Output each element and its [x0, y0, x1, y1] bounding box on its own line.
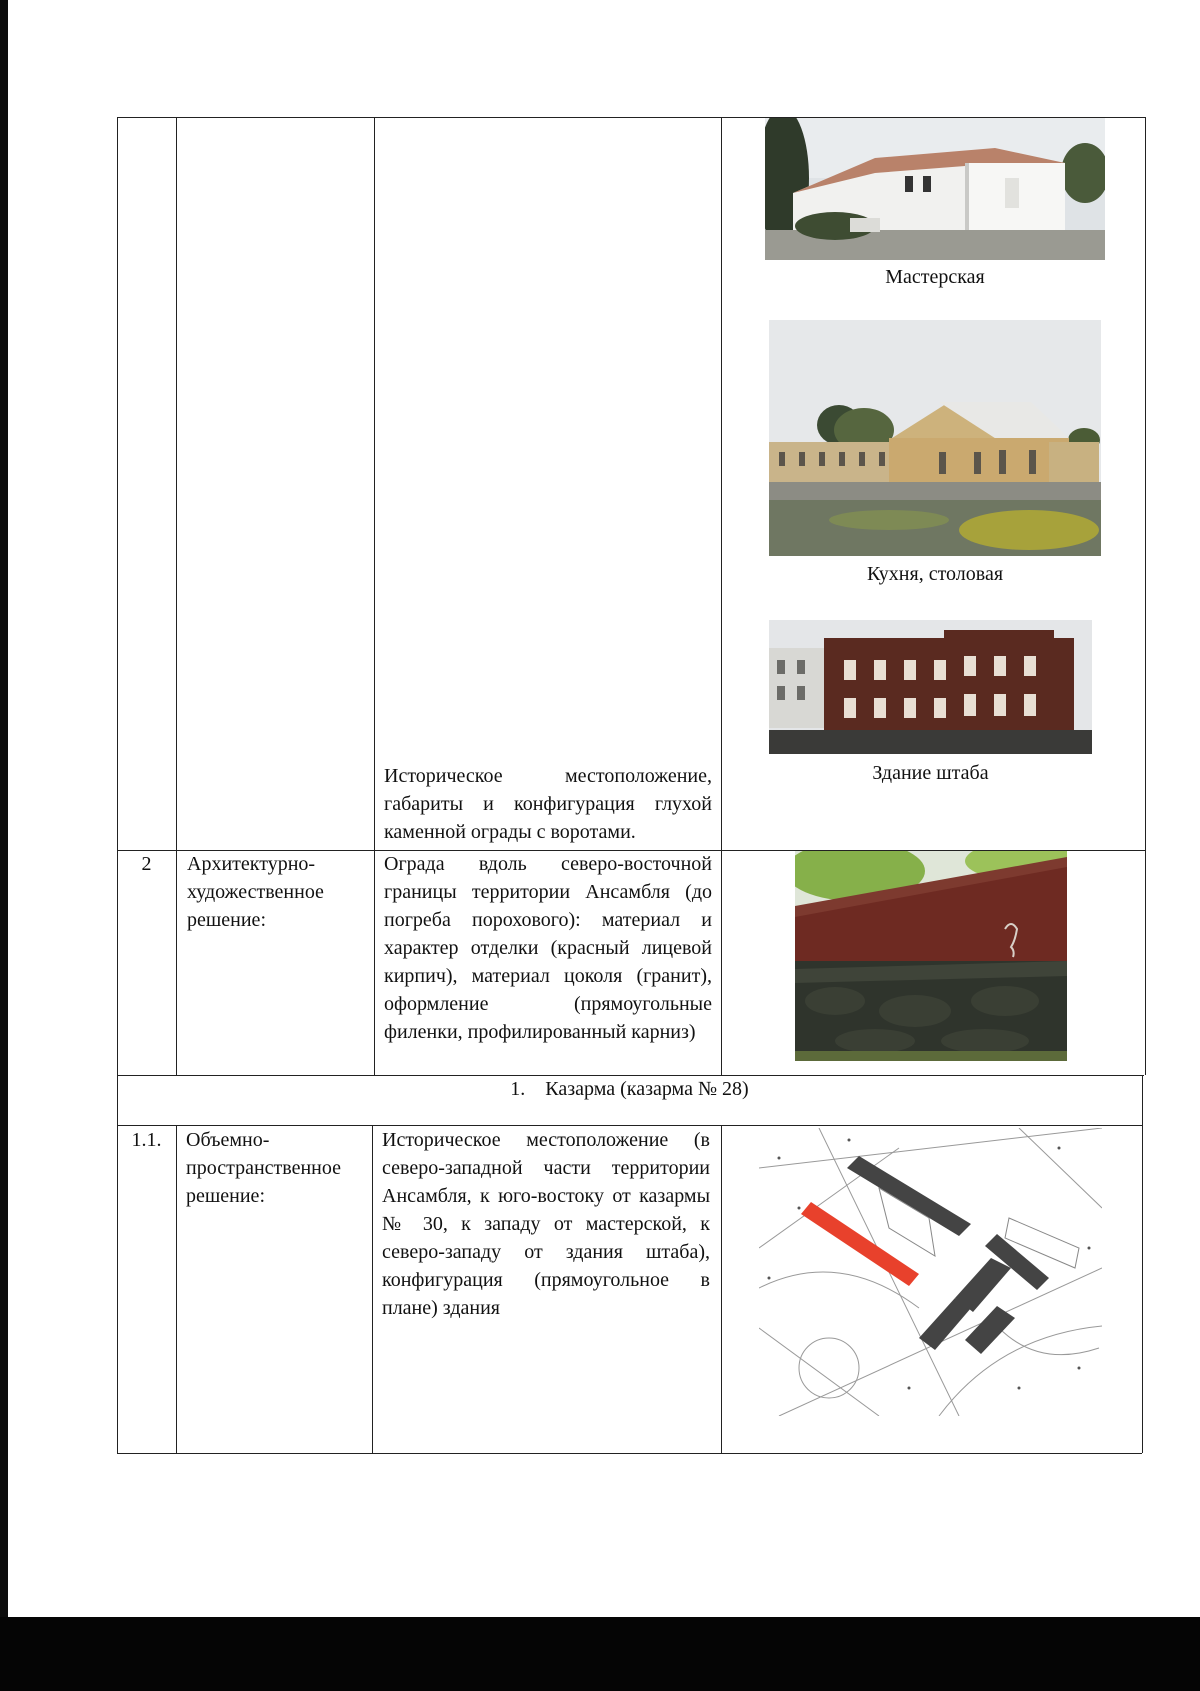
row-2-title-line-3: решение:: [187, 909, 266, 931]
row-1-1-barracks-text: Историческое местоположение (в северо-западной части территории Ансамбля, к юго-востоку от казармы № 30, к западу от мастерской, к северо-западу от здания штаба), конфигурация (прямоугольное в плане) здания: [382, 1129, 710, 1319]
headquarters-caption: Здание штаба: [872, 762, 989, 784]
scan-bottom-edge: [0, 1617, 1200, 1691]
row-1-1-title: [186, 1126, 368, 1210]
workshop-photo: [765, 118, 1105, 260]
section-number: 1.: [510, 1078, 526, 1100]
row-1-1-number: 1.1.: [131, 1129, 162, 1151]
historic-location-fence-text: Историческое местоположение, габариты и конфигурация глухой каменной ограды с воротами.: [384, 765, 712, 843]
row-1-1-title-line-3: решение:: [186, 1185, 265, 1207]
site-plan-map: [759, 1128, 1102, 1416]
row-2-title: [187, 850, 367, 934]
row-2-title-line-1: Архитектурно-: [187, 853, 316, 875]
row-2-number: 2: [141, 853, 152, 875]
workshop-caption: Мастерская: [885, 266, 985, 288]
row-1-1-title-line-2: пространственное: [186, 1157, 341, 1179]
headquarters-photo: [769, 620, 1092, 754]
row-2-fence-text: Ограда вдоль северо-восточной границы территории Ансамбля (до погреба порохового): материал и характер отделки (красный лицевой кирпич), материал цоколя (гранит), оформление (прямоугольные филенки, профилированный карниз): [384, 853, 712, 1043]
section-title: Казарма (казарма № 28): [545, 1078, 749, 1100]
fence-photo: [795, 851, 1067, 1061]
section-heading: [117, 1075, 1142, 1103]
kitchen-canteen-caption: Кухня, столовая: [866, 563, 1004, 585]
row-1-1-title-line-1: Объемно-: [186, 1129, 270, 1151]
scan-left-edge: [0, 0, 8, 1691]
kitchen-canteen-photo: [769, 320, 1101, 556]
row-2-title-line-2: художественное: [187, 881, 324, 903]
